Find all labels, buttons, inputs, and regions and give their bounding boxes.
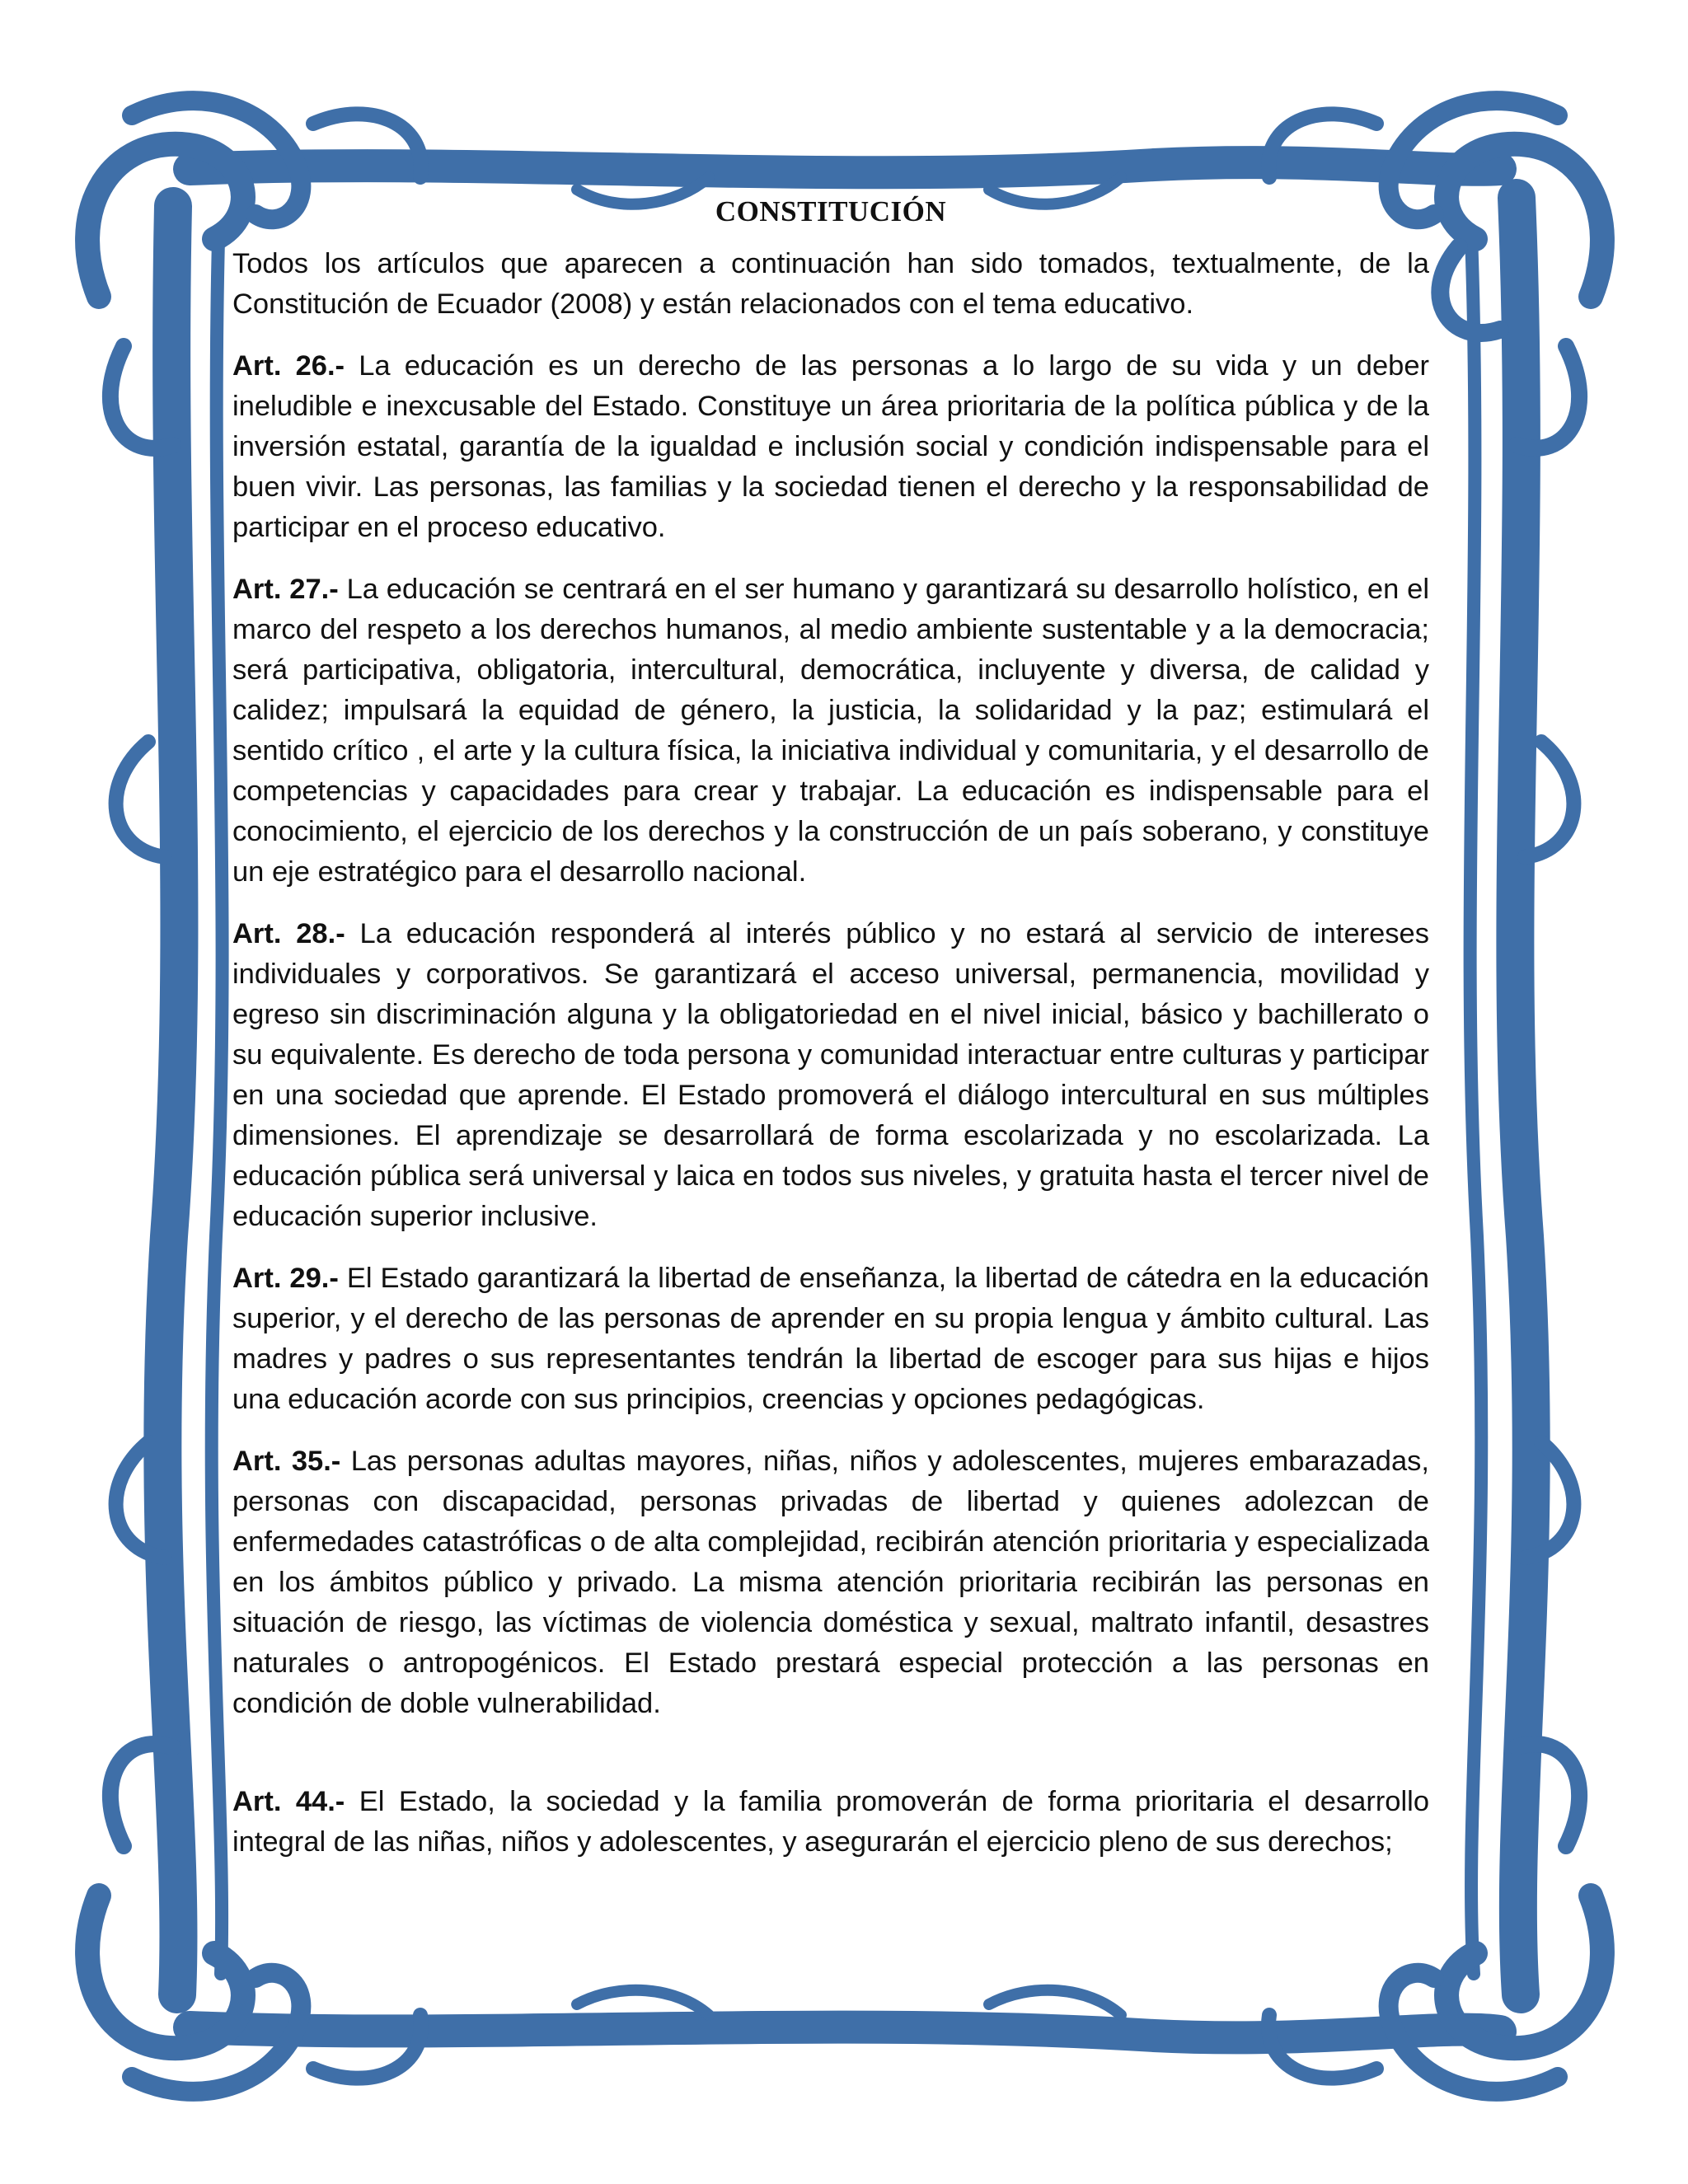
article-label: Art. 29.- — [232, 1263, 339, 1294]
page-title: CONSTITUCIÓN — [715, 195, 947, 227]
article-27 — [232, 569, 1429, 893]
article-28 — [232, 914, 1429, 1237]
article-44 — [232, 1782, 1429, 1863]
intro-paragraph: Todos los artículos que aparecen a continuación han sido tomados, textualmente, de la Constitución de Ecuador (2008) y están relacionados con el tema educativo. — [232, 248, 1429, 320]
article-text: El Estado garantizará la libertad de enseñanza, la libertad de cátedra en la educación superior, y el derecho de las personas de aprender en su propia lengua y ámbito cultural. Las madres y padres o sus representantes tendrán la libertad de escoger para sus hijas e hijos una educación acorde con sus principios, creencias y opciones pedagógicas. — [232, 1263, 1429, 1415]
article-35 — [232, 1441, 1429, 1724]
article-text: La educación responderá al interés público y no estará al servicio de intereses individuales y corporativos. Se garantizará el acceso universal, permanencia, movilidad y egreso sin discriminación alguna y la obligatoriedad en el nivel inicial, básico y bachillerato o su equivalente. Es derecho de toda persona y comunidad interactuar entre culturas y participar en una sociedad que aprende. El Estado promoverá el diálogo intercultural en sus múltiples dimensiones. El aprendizaje se desarrollará de forma escolarizada y no escolarizada. La educación pública será universal y laica en todos sus niveles, y gratuita hasta el tercer nivel de educación superior inclusive. — [232, 918, 1429, 1232]
article-26 — [232, 346, 1429, 548]
article-label: Art. 26.- — [232, 350, 345, 382]
article-label: Art. 44.- — [232, 1786, 345, 1817]
article-text: La educación es un derecho de las personas a lo largo de su vida y un deber ineludible e inexcusable del Estado. Constituye un área prioritaria de la política pública y de la inversión estatal, garantía de la igualdad e inclusión social y condición indispensable para el buen vivir. Las personas, las familias y la sociedad tienen el derecho y la responsabilidad de participar en el proceso educativo. — [232, 350, 1430, 543]
article-label: Art. 35.- — [232, 1446, 341, 1477]
article-text: El Estado, la sociedad y la familia promoverán de forma prioritaria el desarrollo integral de las niñas, niños y adolescentes, y asegurarán el ejercicio pleno de sus derechos; — [232, 1786, 1430, 1858]
article-text: Las personas adultas mayores, niñas, niños y adolescentes, mujeres embarazadas, personas con discapacidad, personas privadas de libertad y quienes adolezcan de enfermedades catastróficas o de alta complejidad, recibirán atención prioritaria y especializada en los ámbitos público y privado. La misma atención prioritaria recibirán las personas en situación de riesgo, las víctimas de violencia doméstica y sexual, maltrato infantil, desastres naturales o antropogénicos. El Estado prestará especial protección a las personas en condición de doble vulnerabilidad. — [232, 1446, 1430, 1719]
article-label: Art. 27.- — [232, 574, 339, 605]
article-label: Art. 28.- — [232, 918, 345, 949]
article-29 — [232, 1258, 1429, 1420]
article-text: La educación se centrará en el ser humano y garantizará su desarrollo holístico, en el marco del respeto a los derechos humanos, al medio ambiente sustentable y a la democracia; será participativa, obligatoria, intercultural, democrática, incluyente y diversa, de calidad y calidez; impulsará la equidad de género, la justicia, la solidaridad y la paz; estimulará el sentido crítico , el arte y la cultura física, la iniciativa individual y comunitaria, y el desarrollo de competencias y capacidades para crear y trabajar. La educación es indispensable para el conocimiento, el ejercicio de los derechos y la construcción de un país soberano, y constituye un eje estratégico para el desarrollo nacional. — [232, 574, 1429, 888]
document-body — [232, 194, 1429, 1884]
